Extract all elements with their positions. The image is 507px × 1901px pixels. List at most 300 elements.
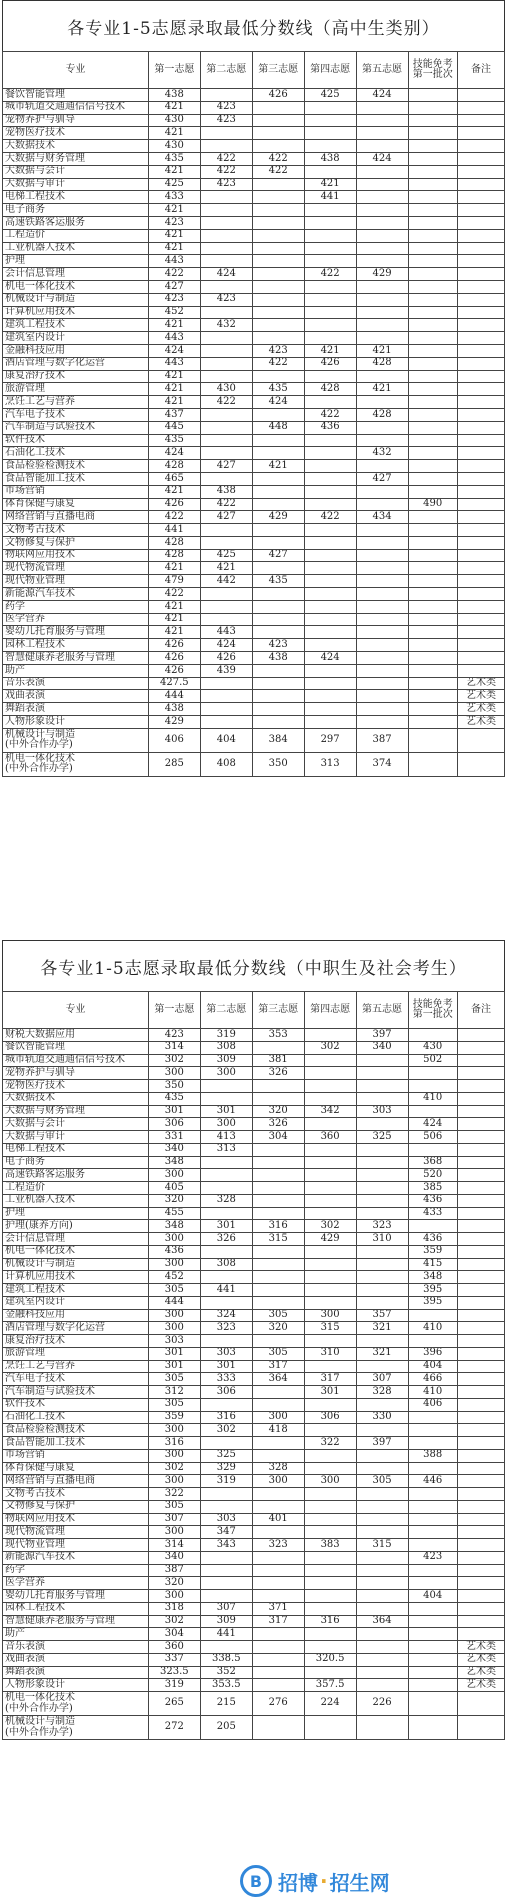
score-cell bbox=[356, 306, 408, 319]
score-cell bbox=[304, 306, 356, 319]
score-cell: 429 bbox=[252, 511, 304, 524]
score-cell bbox=[304, 716, 356, 729]
score-cell bbox=[304, 1067, 356, 1080]
score-cell bbox=[408, 101, 457, 114]
score-cell bbox=[304, 600, 356, 613]
score-cell: 348 bbox=[148, 1156, 200, 1169]
score-cell bbox=[457, 396, 504, 409]
score-cell bbox=[457, 524, 504, 537]
column-header: 备注 bbox=[457, 52, 504, 89]
score-cell bbox=[457, 1105, 504, 1118]
score-cell: 305 bbox=[252, 1347, 304, 1360]
score-cell bbox=[457, 1041, 504, 1054]
score-cell: 307 bbox=[356, 1373, 408, 1386]
major-name-cell: 助产 bbox=[3, 664, 149, 677]
score-cell: 353 bbox=[252, 1029, 304, 1042]
score-cell bbox=[457, 421, 504, 434]
score-cell: 422 bbox=[252, 165, 304, 178]
score-cell: 310 bbox=[356, 1233, 408, 1246]
score-cell: 421 bbox=[148, 396, 200, 409]
score-cell bbox=[457, 1284, 504, 1297]
score-cell bbox=[252, 472, 304, 485]
major-name-cell: 智慧健康养老服务与管理 bbox=[3, 652, 149, 665]
score-cell: 303 bbox=[200, 1513, 252, 1526]
score-cell bbox=[408, 1716, 457, 1740]
score-cell bbox=[408, 178, 457, 191]
score-cell bbox=[457, 1424, 504, 1437]
score-cell bbox=[304, 588, 356, 601]
score-cell bbox=[457, 280, 504, 293]
score-cell bbox=[252, 524, 304, 537]
score-cell bbox=[457, 472, 504, 485]
score-cell bbox=[200, 1564, 252, 1577]
major-name-cell: 护理 bbox=[3, 255, 149, 268]
score-cell: 438 bbox=[200, 485, 252, 498]
score-cell: 429 bbox=[356, 268, 408, 281]
score-cell bbox=[408, 1577, 457, 1590]
score-cell bbox=[304, 1628, 356, 1641]
score-cell bbox=[200, 216, 252, 229]
major-name-cell: 建筑室内设计 bbox=[3, 1296, 149, 1309]
major-name-cell: 医学营养 bbox=[3, 613, 149, 626]
score-cell bbox=[304, 1271, 356, 1284]
score-cell bbox=[252, 1577, 304, 1590]
score-cell bbox=[200, 690, 252, 703]
score-cell: 艺术类 bbox=[457, 1641, 504, 1654]
major-name-cell: 体育保健与康复 bbox=[3, 498, 149, 511]
table-row bbox=[3, 549, 505, 562]
major-name-cell: 工程造价 bbox=[3, 229, 149, 242]
score-cell bbox=[356, 485, 408, 498]
score-cell: 300 bbox=[148, 1322, 200, 1335]
score-cell bbox=[356, 191, 408, 204]
score-cell bbox=[457, 639, 504, 652]
score-cell: 423 bbox=[408, 1551, 457, 1564]
score-cell bbox=[304, 485, 356, 498]
major-name-cell: 大数据与会计 bbox=[3, 1118, 149, 1131]
major-name-cell: 建筑工程技术 bbox=[3, 319, 149, 332]
score-cell bbox=[457, 1360, 504, 1373]
score-cell bbox=[252, 1041, 304, 1054]
score-cell: 艺术类 bbox=[457, 1653, 504, 1666]
score-cell: 421 bbox=[148, 626, 200, 639]
score-cell: 384 bbox=[252, 728, 304, 752]
major-name-cell: 汽车制造与试验技术 bbox=[3, 1386, 149, 1399]
score-cell bbox=[356, 434, 408, 447]
score-cell bbox=[304, 255, 356, 268]
score-cell bbox=[252, 1500, 304, 1513]
score-cell: 421 bbox=[148, 562, 200, 575]
score-cell bbox=[408, 229, 457, 242]
table-row bbox=[3, 1054, 505, 1067]
score-cell bbox=[252, 1398, 304, 1411]
score-cell bbox=[304, 1258, 356, 1271]
score-cell: 340 bbox=[356, 1041, 408, 1054]
score-cell bbox=[457, 1526, 504, 1539]
table-row bbox=[3, 460, 505, 473]
score-cell bbox=[356, 498, 408, 511]
score-cell: 430 bbox=[408, 1041, 457, 1054]
score-cell: 306 bbox=[148, 1118, 200, 1131]
score-cell bbox=[200, 357, 252, 370]
score-cell bbox=[304, 216, 356, 229]
score-cell bbox=[356, 1207, 408, 1220]
score-cell bbox=[252, 498, 304, 511]
major-name-cell: 计算机应用技术 bbox=[3, 1271, 149, 1284]
major-name-cell: 机电一体化技术 bbox=[3, 1245, 149, 1258]
major-name-cell: 机械设计与制造 bbox=[3, 293, 149, 306]
watermark-brand: 招博 bbox=[278, 1870, 318, 1895]
score-cell bbox=[457, 383, 504, 396]
score-cell bbox=[252, 1628, 304, 1641]
score-cell bbox=[408, 562, 457, 575]
major-name-cell: 大数据与审计 bbox=[3, 178, 149, 191]
score-cell bbox=[356, 1488, 408, 1501]
score-cell bbox=[457, 1577, 504, 1590]
score-cell bbox=[252, 613, 304, 626]
score-cell: 314 bbox=[148, 1041, 200, 1054]
major-name-cell: 大数据与财务管理 bbox=[3, 152, 149, 165]
score-cell bbox=[252, 536, 304, 549]
score-cell bbox=[457, 1131, 504, 1144]
score-cell: 435 bbox=[148, 434, 200, 447]
score-cell: 303 bbox=[148, 1335, 200, 1348]
score-cell bbox=[356, 562, 408, 575]
score-cell: 422 bbox=[200, 152, 252, 165]
score-cell: 395 bbox=[408, 1284, 457, 1297]
score-cell bbox=[408, 421, 457, 434]
score-cell bbox=[304, 1092, 356, 1105]
table-row bbox=[3, 613, 505, 626]
score-cell bbox=[408, 1309, 457, 1322]
score-cell: 330 bbox=[356, 1411, 408, 1424]
major-name-cell: 人物形象设计 bbox=[3, 716, 149, 729]
table-row bbox=[3, 652, 505, 665]
major-name-cell: 机电一体化技术 bbox=[3, 280, 149, 293]
score-cell: 320 bbox=[252, 1105, 304, 1118]
major-name-cell: 金融科技应用 bbox=[3, 344, 149, 357]
score-cell bbox=[200, 1551, 252, 1564]
score-cell bbox=[356, 1653, 408, 1666]
score-cell: 297 bbox=[304, 728, 356, 752]
score-cell: 428 bbox=[356, 408, 408, 421]
score-cell: 300 bbox=[304, 1475, 356, 1488]
major-name-cell: 戏曲表演 bbox=[3, 1653, 149, 1666]
score-cell bbox=[252, 690, 304, 703]
score-cell: 426 bbox=[304, 357, 356, 370]
score-cell bbox=[356, 1564, 408, 1577]
score-cell: 439 bbox=[200, 664, 252, 677]
major-name-cell: 建筑工程技术 bbox=[3, 1284, 149, 1297]
table-row bbox=[3, 485, 505, 498]
score-cell bbox=[457, 1716, 504, 1740]
table-row bbox=[3, 1182, 505, 1195]
score-cell: 285 bbox=[148, 752, 200, 776]
score-cell bbox=[304, 1335, 356, 1348]
table-row bbox=[3, 357, 505, 370]
score-cell bbox=[252, 229, 304, 242]
major-name-cell: 工程造价 bbox=[3, 1182, 149, 1195]
score-cell bbox=[457, 1462, 504, 1475]
score-cell: 205 bbox=[200, 1716, 252, 1740]
score-cell bbox=[408, 89, 457, 102]
major-name-cell: 机械设计与制造 (中外合作办学) bbox=[3, 728, 149, 752]
score-cell bbox=[408, 536, 457, 549]
table-row bbox=[3, 1590, 505, 1603]
score-cell bbox=[200, 588, 252, 601]
score-cell: 441 bbox=[200, 1628, 252, 1641]
score-cell bbox=[457, 1092, 504, 1105]
score-cell bbox=[408, 1080, 457, 1093]
score-cell bbox=[457, 152, 504, 165]
score-cell bbox=[252, 1258, 304, 1271]
score-cell bbox=[356, 664, 408, 677]
score-cell: 444 bbox=[148, 1296, 200, 1309]
major-name-cell: 汽车电子技术 bbox=[3, 1373, 149, 1386]
score-cell bbox=[304, 472, 356, 485]
score-cell: 421 bbox=[304, 178, 356, 191]
score-cell: 316 bbox=[252, 1220, 304, 1233]
major-name-cell: 电子商务 bbox=[3, 204, 149, 217]
major-name-cell: 建筑室内设计 bbox=[3, 332, 149, 345]
major-name-cell: 宠物养护与驯导 bbox=[3, 1067, 149, 1080]
score-cell: 316 bbox=[304, 1615, 356, 1628]
score-cell bbox=[356, 127, 408, 140]
score-cell bbox=[457, 370, 504, 383]
score-cell bbox=[408, 293, 457, 306]
sheet-title: 各专业1-5志愿录取最低分数线（高中生类别） bbox=[2, 0, 505, 51]
score-cell bbox=[408, 1666, 457, 1679]
score-cell bbox=[252, 1335, 304, 1348]
score-cell: 301 bbox=[148, 1347, 200, 1360]
score-cell: 387 bbox=[356, 728, 408, 752]
score-cell bbox=[457, 242, 504, 255]
table-row bbox=[3, 216, 505, 229]
score-cell: 429 bbox=[148, 716, 200, 729]
table-row bbox=[3, 1309, 505, 1322]
score-cell bbox=[457, 600, 504, 613]
score-cell bbox=[356, 1679, 408, 1692]
score-cell bbox=[457, 1309, 504, 1322]
score-cell bbox=[408, 728, 457, 752]
score-cell: 300 bbox=[148, 1526, 200, 1539]
score-cell: 338.5 bbox=[200, 1653, 252, 1666]
score-cell bbox=[200, 1500, 252, 1513]
table-row bbox=[3, 1296, 505, 1309]
score-cell: 424 bbox=[356, 89, 408, 102]
table-row bbox=[3, 421, 505, 434]
score-cell: 304 bbox=[252, 1131, 304, 1144]
score-cell bbox=[457, 255, 504, 268]
major-name-cell: 护理(康养方向) bbox=[3, 1220, 149, 1233]
score-cell: 432 bbox=[200, 319, 252, 332]
score-cell: 321 bbox=[356, 1322, 408, 1335]
major-name-cell: 金融科技应用 bbox=[3, 1309, 149, 1322]
table-row bbox=[3, 511, 505, 524]
score-cell bbox=[457, 460, 504, 473]
score-cell: 406 bbox=[148, 728, 200, 752]
score-cell: 433 bbox=[148, 191, 200, 204]
score-cell: 326 bbox=[252, 1067, 304, 1080]
score-cell: 321 bbox=[356, 1347, 408, 1360]
score-cell: 413 bbox=[200, 1131, 252, 1144]
table-row bbox=[3, 1539, 505, 1552]
score-cell: 466 bbox=[408, 1373, 457, 1386]
score-cell: 443 bbox=[148, 255, 200, 268]
score-cell: 308 bbox=[200, 1041, 252, 1054]
score-cell: 383 bbox=[304, 1539, 356, 1552]
major-name-cell: 医学营养 bbox=[3, 1577, 149, 1590]
score-cell: 425 bbox=[304, 89, 356, 102]
score-cell bbox=[457, 1182, 504, 1195]
major-name-cell: 汽车制造与试验技术 bbox=[3, 421, 149, 434]
score-cell bbox=[356, 1628, 408, 1641]
score-cell: 357 bbox=[356, 1309, 408, 1322]
table-row bbox=[3, 178, 505, 191]
score-cell: 401 bbox=[252, 1513, 304, 1526]
score-cell bbox=[356, 1666, 408, 1679]
score-cell bbox=[356, 613, 408, 626]
table-row bbox=[3, 1207, 505, 1220]
table-row bbox=[3, 1118, 505, 1131]
major-name-cell: 药学 bbox=[3, 600, 149, 613]
score-cell: 316 bbox=[200, 1411, 252, 1424]
score-cell: 323 bbox=[200, 1322, 252, 1335]
score-cell bbox=[457, 1156, 504, 1169]
score-cell bbox=[457, 306, 504, 319]
major-name-cell: 大数据与审计 bbox=[3, 1131, 149, 1144]
score-cell bbox=[304, 229, 356, 242]
score-cell: 302 bbox=[200, 1424, 252, 1437]
score-cell: 301 bbox=[200, 1360, 252, 1373]
score-cell bbox=[408, 434, 457, 447]
score-cell bbox=[457, 613, 504, 626]
score-cell bbox=[200, 1335, 252, 1348]
score-cell: 438 bbox=[252, 652, 304, 665]
major-name-cell: 软件技术 bbox=[3, 1398, 149, 1411]
major-name-cell: 体育保健与康复 bbox=[3, 1462, 149, 1475]
score-cell: 421 bbox=[148, 101, 200, 114]
score-cell bbox=[457, 1118, 504, 1131]
table-row bbox=[3, 1475, 505, 1488]
score-cell bbox=[252, 268, 304, 281]
score-cell bbox=[457, 1602, 504, 1615]
score-cell bbox=[356, 1271, 408, 1284]
score-cell bbox=[356, 293, 408, 306]
score-cell: 350 bbox=[252, 752, 304, 776]
score-cell: 426 bbox=[148, 639, 200, 652]
major-name-cell: 机电一体化技术 (中外合作办学) bbox=[3, 752, 149, 776]
score-cell bbox=[356, 1080, 408, 1093]
major-name-cell: 市场营销 bbox=[3, 485, 149, 498]
score-cell bbox=[408, 332, 457, 345]
score-cell: 421 bbox=[148, 165, 200, 178]
score-cell bbox=[356, 229, 408, 242]
score-cell bbox=[457, 191, 504, 204]
table-row bbox=[3, 229, 505, 242]
score-cell bbox=[356, 101, 408, 114]
score-cell bbox=[200, 1437, 252, 1450]
score-cell bbox=[356, 1335, 408, 1348]
score-cell bbox=[200, 255, 252, 268]
score-cell bbox=[252, 1488, 304, 1501]
score-cell: 405 bbox=[148, 1182, 200, 1195]
major-name-cell: 大数据技术 bbox=[3, 140, 149, 153]
score-cell: 404 bbox=[200, 728, 252, 752]
score-cell: 300 bbox=[148, 1424, 200, 1437]
score-cell: 423 bbox=[200, 101, 252, 114]
score-cell bbox=[408, 280, 457, 293]
score-cell bbox=[457, 536, 504, 549]
score-cell: 303 bbox=[200, 1347, 252, 1360]
column-header: 第三志愿 bbox=[252, 52, 304, 89]
score-cell: 422 bbox=[252, 152, 304, 165]
score-cell: 317 bbox=[252, 1615, 304, 1628]
major-name-cell: 新能源汽车技术 bbox=[3, 588, 149, 601]
score-cell bbox=[252, 1716, 304, 1740]
score-cell: 307 bbox=[148, 1513, 200, 1526]
major-name-cell: 现代物业管理 bbox=[3, 1539, 149, 1552]
score-cell bbox=[252, 1679, 304, 1692]
score-cell: 423 bbox=[148, 293, 200, 306]
score-cell bbox=[457, 1615, 504, 1628]
score-cell: 302 bbox=[304, 1041, 356, 1054]
score-cell bbox=[356, 1054, 408, 1067]
table-row bbox=[3, 319, 505, 332]
score-cell bbox=[304, 1029, 356, 1042]
score-cell: 424 bbox=[304, 652, 356, 665]
table-row bbox=[3, 152, 505, 165]
score-cell: 446 bbox=[408, 1475, 457, 1488]
score-cell bbox=[252, 1207, 304, 1220]
major-name-cell: 旅游管理 bbox=[3, 383, 149, 396]
score-cell bbox=[200, 229, 252, 242]
score-cell: 313 bbox=[304, 752, 356, 776]
table-row bbox=[3, 1233, 505, 1246]
score-cell bbox=[304, 1245, 356, 1258]
score-table-sheet-high-school bbox=[2, 0, 505, 925]
score-cell bbox=[457, 1054, 504, 1067]
score-cell bbox=[252, 255, 304, 268]
column-header: 技能免考第一批次 bbox=[408, 992, 457, 1029]
score-cell: 艺术类 bbox=[457, 1666, 504, 1679]
score-cell bbox=[200, 613, 252, 626]
score-cell bbox=[304, 280, 356, 293]
table-row bbox=[3, 1156, 505, 1169]
site-watermark bbox=[240, 1866, 500, 1896]
score-cell bbox=[200, 447, 252, 460]
watermark-brand-rest: 招生网 bbox=[329, 1870, 390, 1895]
score-cell: 353.5 bbox=[200, 1679, 252, 1692]
major-name-cell: 现代物业管理 bbox=[3, 575, 149, 588]
score-cell bbox=[408, 613, 457, 626]
major-name-cell: 市场营销 bbox=[3, 1449, 149, 1462]
score-cell bbox=[457, 626, 504, 639]
score-cell: 316 bbox=[148, 1437, 200, 1450]
score-cell: 438 bbox=[304, 152, 356, 165]
score-cell: 315 bbox=[304, 1322, 356, 1335]
table-row bbox=[3, 1526, 505, 1539]
major-name-cell: 餐饮智能管理 bbox=[3, 89, 149, 102]
score-cell bbox=[356, 1551, 408, 1564]
table-header-row bbox=[3, 992, 505, 1029]
score-cell bbox=[304, 1513, 356, 1526]
score-cell: 326 bbox=[200, 1233, 252, 1246]
score-cell bbox=[356, 1590, 408, 1603]
score-cell: 343 bbox=[200, 1539, 252, 1552]
score-cell: 423 bbox=[200, 114, 252, 127]
score-cell bbox=[408, 1500, 457, 1513]
